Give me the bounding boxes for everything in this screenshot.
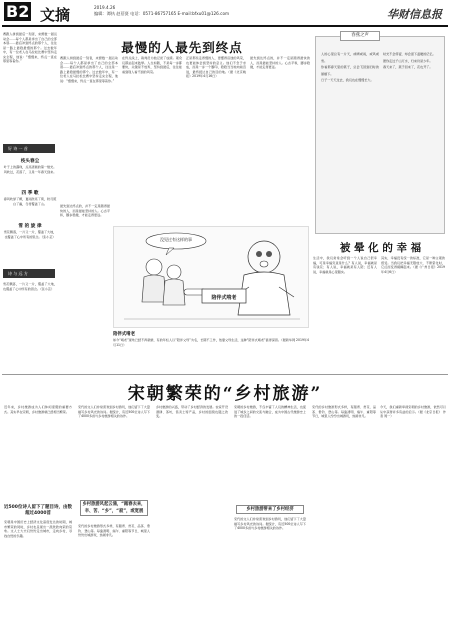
article3-col4: 乡村旅游的兴盛，带动了乡村经济的发展。农家开设酒肆、茶坊，售卖土特产品，乡村的面貌也随之改变。: [156, 405, 228, 419]
section-separator: [2, 374, 448, 375]
cartoon-drawing: [114, 227, 309, 328]
sidebar-line: 时光不会停留，却会留下温暖的记忆。: [383, 52, 436, 56]
editor-info: 编辑：谭执 赵蓓贤 电话：0571-86757165 E-mail:bfxu01@126.com: [94, 11, 230, 16]
article3-col5b: 宋代的文人们非常喜欢到乡村游玩，他们留下了大量描写乡村风光的诗词。据统计，有近500位诗人写下了4000多首与乡村旅游相关的诗作。: [234, 517, 306, 531]
sidebar-line: 日子一天天过去，我们也在慢慢长大。: [321, 78, 374, 82]
poem2-text: 春风吹绿了柳，夏雨洗亮了荷，秋月照白了霜，冬雪覆盖了山。: [3, 197, 57, 206]
article3-subhead3: 乡村旅游带来了乡村经济: [236, 505, 304, 514]
poem3-text: 雪花飘落，一片又一片，覆盖了大地，也覆盖了心中所有的思念。（张小芸）: [3, 230, 57, 239]
poem2-title: 四 季 歌: [21, 191, 39, 196]
header-rule: [2, 25, 448, 27]
sidebar-box: [315, 36, 445, 234]
cartoon-caption-text: 如今“啃老”现象已经不再新鲜，有的年轻人以“陪伴父母”为名，长期不工作，依靠父母生活，这种“陪伴式啃老”值得深思。（据新华网 2019年4月11日）: [113, 338, 309, 347]
article1-col3: 正是那些走得慢的人，更懂得沿途的风景，也更能体会到坚持的意义。他们不急于求成，而是一步一个脚印，稳稳当当地向前迈进，最终抵达自己的目的地。（据《北京晚报》2019年4月16日）: [186, 56, 246, 79]
page-code: B2: [6, 2, 30, 21]
cartoon-illustration: [113, 226, 309, 328]
poem1-text: 叶子上的露珠，点亮清晨的第一缕光。风吹过，花落了，又是一年春天到来。: [3, 165, 57, 174]
poem1-title: 枝头春尘: [20, 159, 40, 164]
issue-date: 2019.4.26: [94, 5, 116, 10]
article3-col5: 宋朝的乡村旅游，不仅丰富了人们的精神生活，也促进了城乡之间的交流与融合，成为中国古代旅游史上的一段佳话。: [234, 405, 306, 419]
sidebar-col1: [321, 51, 379, 231]
article3-intro: 近年来，乡村旅游成为人们休闲度假的重要方式。其实早在宋朝，乡村旅游就已经相当繁荣。: [4, 405, 72, 414]
article3-col3: 宋代的乡村旅游形式多样，有踏青、赏花、品茶、垂钓、登山等。每逢清明、端午、重阳等节日，城里人纷纷出城游玩，热闹非凡。: [78, 524, 150, 538]
article1-col1: 赛跑人拼到最后一刻者，来源数一届运动会……每个人都是拿出了自己的全部本领……最后冲到终点的那个人，往往是一路上最稳最慢的那个。过去数年中，有一位老人在马拉松比赛中坚持走完全程，他说：“慢慢来，终点一直在那里等着你。”: [60, 56, 118, 83]
article3-col1: 宋朝是中国历史上经济文化高度发达的时期，城市繁荣的同时，乡村也呈现出一派欣欣向荣的景象。文人士大夫们纷纷走出城市，走向乡村，寻找自然的乐趣。: [4, 520, 72, 538]
poem3-title: 雪 的 旋 律: [18, 224, 42, 229]
newspaper-masthead: 华财信息报: [387, 8, 442, 21]
article2-headline: 被 晕 化 的 幸 福: [339, 242, 422, 254]
left-column-text-2: 雪花飘落，一片又一片，覆盖了大地，也覆盖了心中所有的思念。（张小芸）: [3, 282, 57, 291]
sidebar-line: 春天来了，燕子回来了，花也开了。: [383, 65, 433, 69]
article3-headline: 宋朝繁荣的“乡村旅游”: [127, 384, 323, 404]
article3-subhead2: 乡村旅游风起云涌，“踏春去来，辛、苦、“乡”，“寂”，或宽展: [80, 500, 148, 516]
sidebar-header: 春燕之声: [340, 31, 380, 41]
article1-headline: 最慢的人最先到终点: [121, 40, 243, 55]
header-meta: [94, 5, 229, 17]
section-title: 文摘: [40, 6, 71, 24]
cartoon-speech-text: 没见过有这样的事: [160, 237, 192, 242]
sidebar-col2: [383, 51, 441, 231]
article3-col6: 宋代的乡村旅游形式多样，有踏青、赏花、品茶、垂钓、登山等。每逢清明、端午、重阳等节日，城里人纷纷出城游玩，热闹非凡。: [312, 405, 376, 419]
article2-col1: 生活中，我们常常会听到一个人说自己很幸福，可是幸福究竟是什么？有人说，幸福就是有钱花；有人说，幸福就是有人陪；还有人说，幸福就是心里踏实。: [313, 256, 377, 274]
poem-box-header: 好 诗 一 首: [3, 144, 55, 153]
article3-col2: 宋代的文人们非常喜欢到乡村游玩，他们留下了大量描写乡村风光的诗词。据统计，有近500位诗人写下了4000多首与乡村旅游相关的诗作。: [78, 405, 150, 419]
article1-col4: 最先到达终点的，并不一定是跑得最快的人，而是最能坚持的人。心态平和，脚步稳健，才能走得更远。: [250, 56, 310, 70]
article1-col2: 在终点线上，裁判员为他记录了成绩。观众们都站起来鼓掌。人生如跑，不是每一步都要快，关键是不放弃，坚持到最后，往往能看到别人看不到的风景。: [122, 56, 182, 74]
sidebar-line: 愿你走过千山万水，归来仍是少年。: [383, 58, 433, 63]
article3-subhead1: 近500位诗人留下了题目诗，由数超过4000首: [4, 505, 72, 516]
sidebar-line: 你看那春天里的燕子，总会飞回到旧时的屋檐下。: [321, 65, 379, 76]
poem-box2-header: 诗 与 远 方: [3, 269, 55, 278]
cartoon-sign-text: 陪伴式啃老: [211, 295, 237, 301]
article3-col7: 今天，我们重新审视宋朝的乡村旅游，依然可以从中获得许多有益的启示。（据《北京日报》 作者 周一）: [380, 405, 446, 419]
sidebar-line: 人的心里总有一片天，或晴或雨，或风或雪。: [321, 52, 379, 63]
left-column-text: 赛跑人拼到最后一刻者，来源数一届运动会……每个人都是拿出了自己的全部本领……最后冲到终点的那个人，往往是一路上最稳最慢的那个。过去数年中，有一位老人在马拉松比赛中坚持走完全程，他说：“慢慢来，终点一直在那里等着你。”: [3, 32, 57, 64]
article2-col2: 其实，幸福没有统一的标准，它是一种主观的感受。当我们把幸福无限放大、不断晕化时，它反而变得模糊起来。（据《广州日报》2019年4月6日）: [381, 256, 445, 274]
cartoon-caption-title: 陪伴式啃老: [113, 332, 135, 337]
page-header: [0, 0, 450, 27]
article1-continued: 最先到达终点的，并不一定是跑得最快的人，而是最能坚持的人。心态平和，脚步稳健，才能走得更远。: [60, 204, 110, 218]
